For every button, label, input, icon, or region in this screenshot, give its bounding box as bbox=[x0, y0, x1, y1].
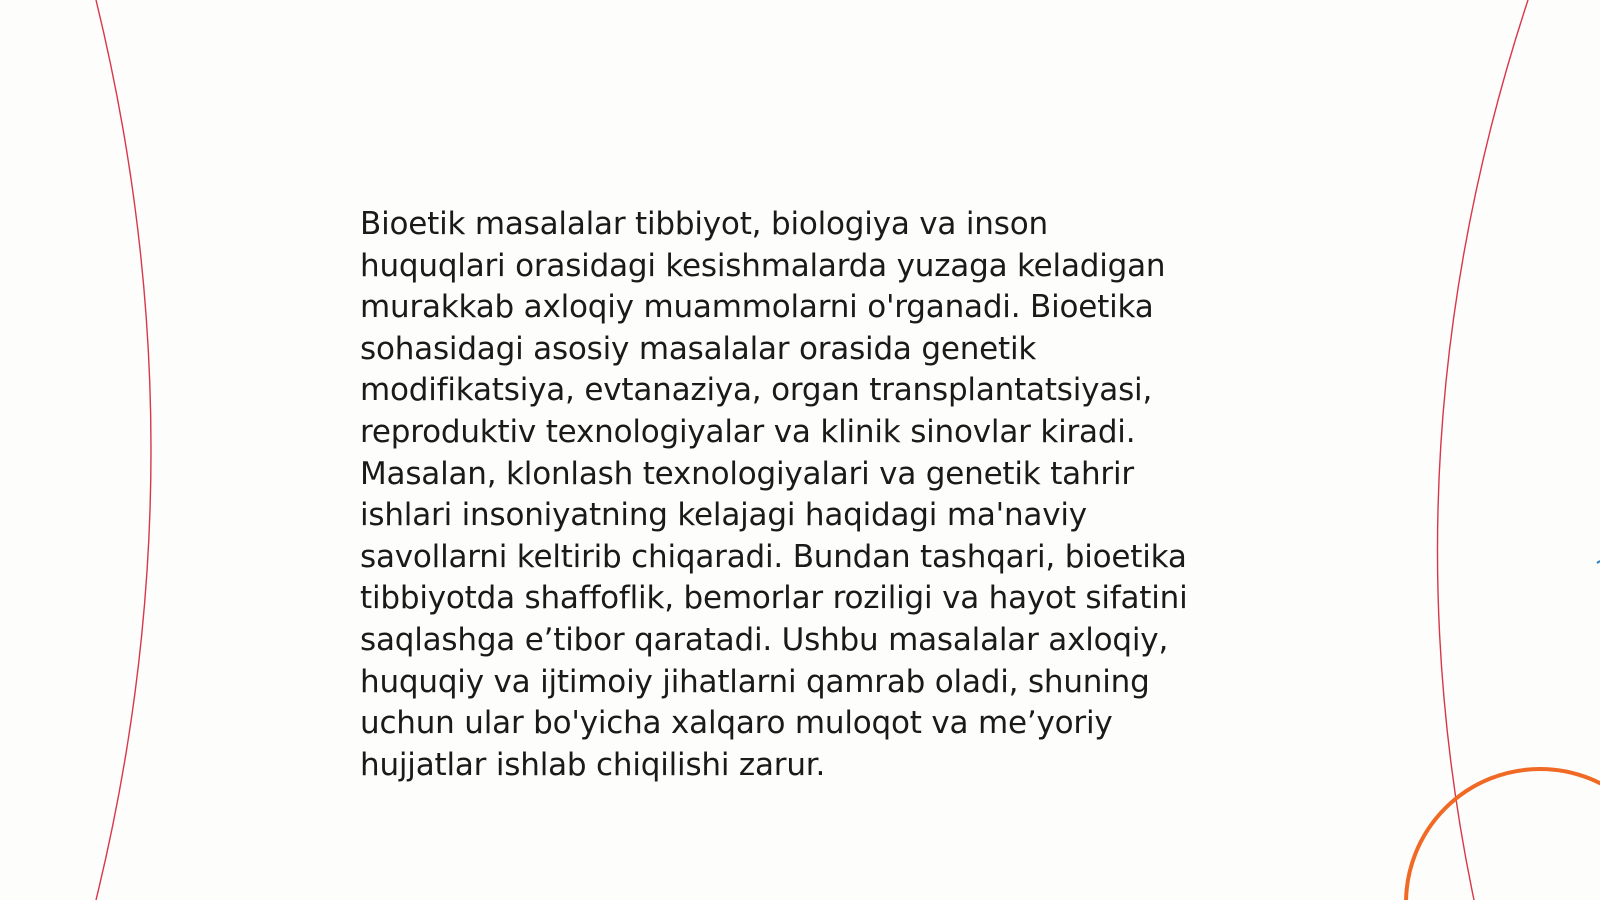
body-line: murakkab axloqiy muammolarni o'rganadi. Bioetika bbox=[360, 289, 1154, 326]
body-line: tibbiyotda shaffoflik, bemorlar roziligi va hayot sifatini bbox=[360, 580, 1188, 617]
body-line: hujjatlar ishlab chiqilishi zarur. bbox=[360, 746, 826, 783]
body-line: huquqiy va ijtimoiy jihatlarni qamrab oladi, shuning bbox=[360, 663, 1150, 700]
body-paragraph bbox=[360, 204, 1260, 786]
body-line: Masalan, klonlash texnologiyalari va genetik tahrir bbox=[360, 455, 1134, 492]
left-arc-line bbox=[96, 0, 151, 900]
body-line: sohasidagi asosiy masalalar orasida genetik bbox=[360, 330, 1037, 367]
right-arc-line bbox=[1437, 0, 1528, 900]
body-line: savollarni keltirib chiqaradi. Bundan tashqari, bioetika bbox=[360, 538, 1187, 575]
body-line: uchun ular bo'yicha xalqaro muloqot va me’yoriy bbox=[360, 705, 1113, 742]
orange-circle-outline bbox=[1406, 769, 1600, 900]
body-line: modifikatsiya, evtanaziya, organ transplantatsiyasi, bbox=[360, 372, 1153, 409]
body-line: Bioetik masalalar tibbiyot, biologiya va inson bbox=[360, 206, 1048, 242]
body-line: saqlashga e’tibor qaratadi. Ushbu masalalar axloqiy, bbox=[360, 621, 1169, 658]
body-line: reproduktiv texnologiyalar va klinik sinovlar kiradi. bbox=[360, 413, 1136, 450]
body-line: huquqlari orasidagi kesishmalarda yuzaga keladigan bbox=[360, 247, 1166, 284]
body-line: ishlari insoniyatning kelajagi haqidagi ma'naviy bbox=[360, 497, 1087, 534]
